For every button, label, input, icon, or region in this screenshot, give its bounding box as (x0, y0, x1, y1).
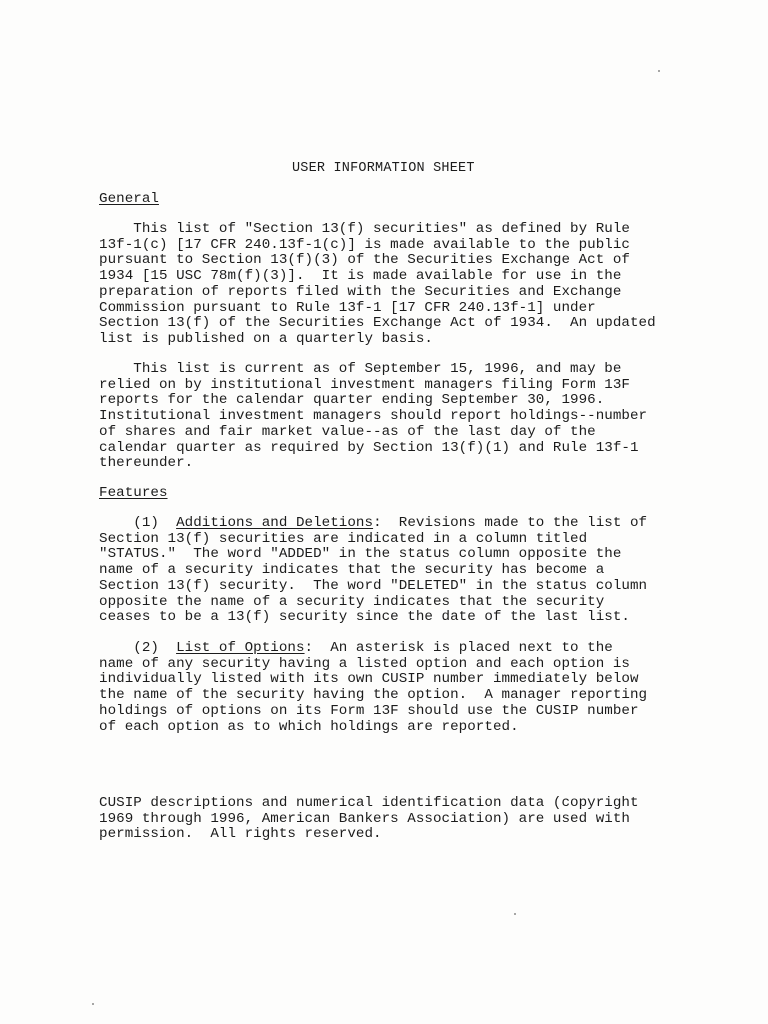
item-text: : An asterisk is placed next to the (304, 640, 613, 656)
paragraph-line: Commission pursuant to Rule 13f-1 [17 CFR 240.13f-1] under (99, 299, 596, 316)
paragraph-line: the name of the security having the option. A manager reporting (99, 687, 648, 704)
paragraph-line: ceases to be a 13(f) security since the date of the last list. (99, 609, 630, 626)
item-label: List of Options (176, 640, 305, 656)
item-text: : Revisions made to the list of (373, 515, 648, 531)
paragraph-line: name of any security having a listed option and each option is (99, 655, 630, 672)
page-title: USER INFORMATION SHEET (292, 161, 475, 176)
section-heading-features: Features (99, 485, 168, 501)
paragraph-line: of each option as to which holdings are reported. (99, 718, 519, 735)
paragraph-line: Institutional investment managers should report holdings--number (99, 408, 648, 425)
item-number: (1) (99, 515, 177, 531)
paragraph-line: individually listed with its own CUSIP number immediately below (99, 671, 639, 688)
footer-line: permission. All rights reserved. (99, 826, 382, 843)
paragraph-line: list is published on a quarterly basis. (99, 330, 433, 347)
paragraph-line: thereunder. (99, 455, 194, 472)
feature-item-additions-deletions (99, 516, 647, 532)
item-number: (2) (99, 640, 177, 656)
paragraph-line: Section 13(f) security. The word "DELETED" in the status column (99, 577, 648, 594)
footer-line: CUSIP descriptions and numerical identification data (copyright (99, 795, 639, 811)
paragraph-line: This list is current as of September 15, 1996, and may be (99, 361, 622, 377)
paragraph-line: name of a security indicates that the security has become a (99, 562, 605, 579)
paragraph-line: reports for the calendar quarter ending September 30, 1996. (99, 392, 605, 409)
paragraph-line: Section 13(f) of the Securities Exchange Act of 1934. An updated (99, 315, 656, 332)
section-heading-general: General (99, 191, 159, 207)
paragraph-line: preparation of reports filed with the Securities and Exchange (99, 283, 622, 300)
paragraph-line: holdings of options on its Form 13F should use the CUSIP number (99, 702, 639, 719)
item-label: Additions and Deletions (176, 515, 374, 531)
paragraph-line: opposite the name of a security indicates that the security (99, 593, 605, 610)
paragraph-line: Section 13(f) securities are indicated in a column titled (99, 530, 588, 547)
scan-speck (92, 1003, 94, 1005)
paragraph-line: 1934 [15 USC 78m(f)(3)]. It is made available for use in the (99, 268, 622, 285)
paragraph-line: relied on by institutional investment managers filing Form 13F (99, 376, 630, 393)
footer-line: 1969 through 1996, American Bankers Association) are used with (99, 810, 630, 827)
paragraph-line: 13f-1(c) [17 CFR 240.13f-1(c)] is made available to the public (99, 236, 630, 253)
paragraph-line: calendar quarter as required by Section 13(f)(1) and Rule 13f-1 (99, 439, 639, 456)
paragraph-line: "STATUS." The word "ADDED" in the status column opposite the (99, 546, 622, 563)
scan-speck (514, 913, 516, 915)
paragraph-line: of shares and fair market value--as of the last day of the (99, 423, 596, 440)
feature-item-list-of-options (99, 641, 613, 657)
scan-speck (658, 70, 660, 72)
paragraph-line: pursuant to Section 13(f)(3) of the Securities Exchange Act of (99, 252, 630, 269)
paragraph-line: This list of "Section 13(f) securities" as defined by Rule (99, 221, 630, 237)
